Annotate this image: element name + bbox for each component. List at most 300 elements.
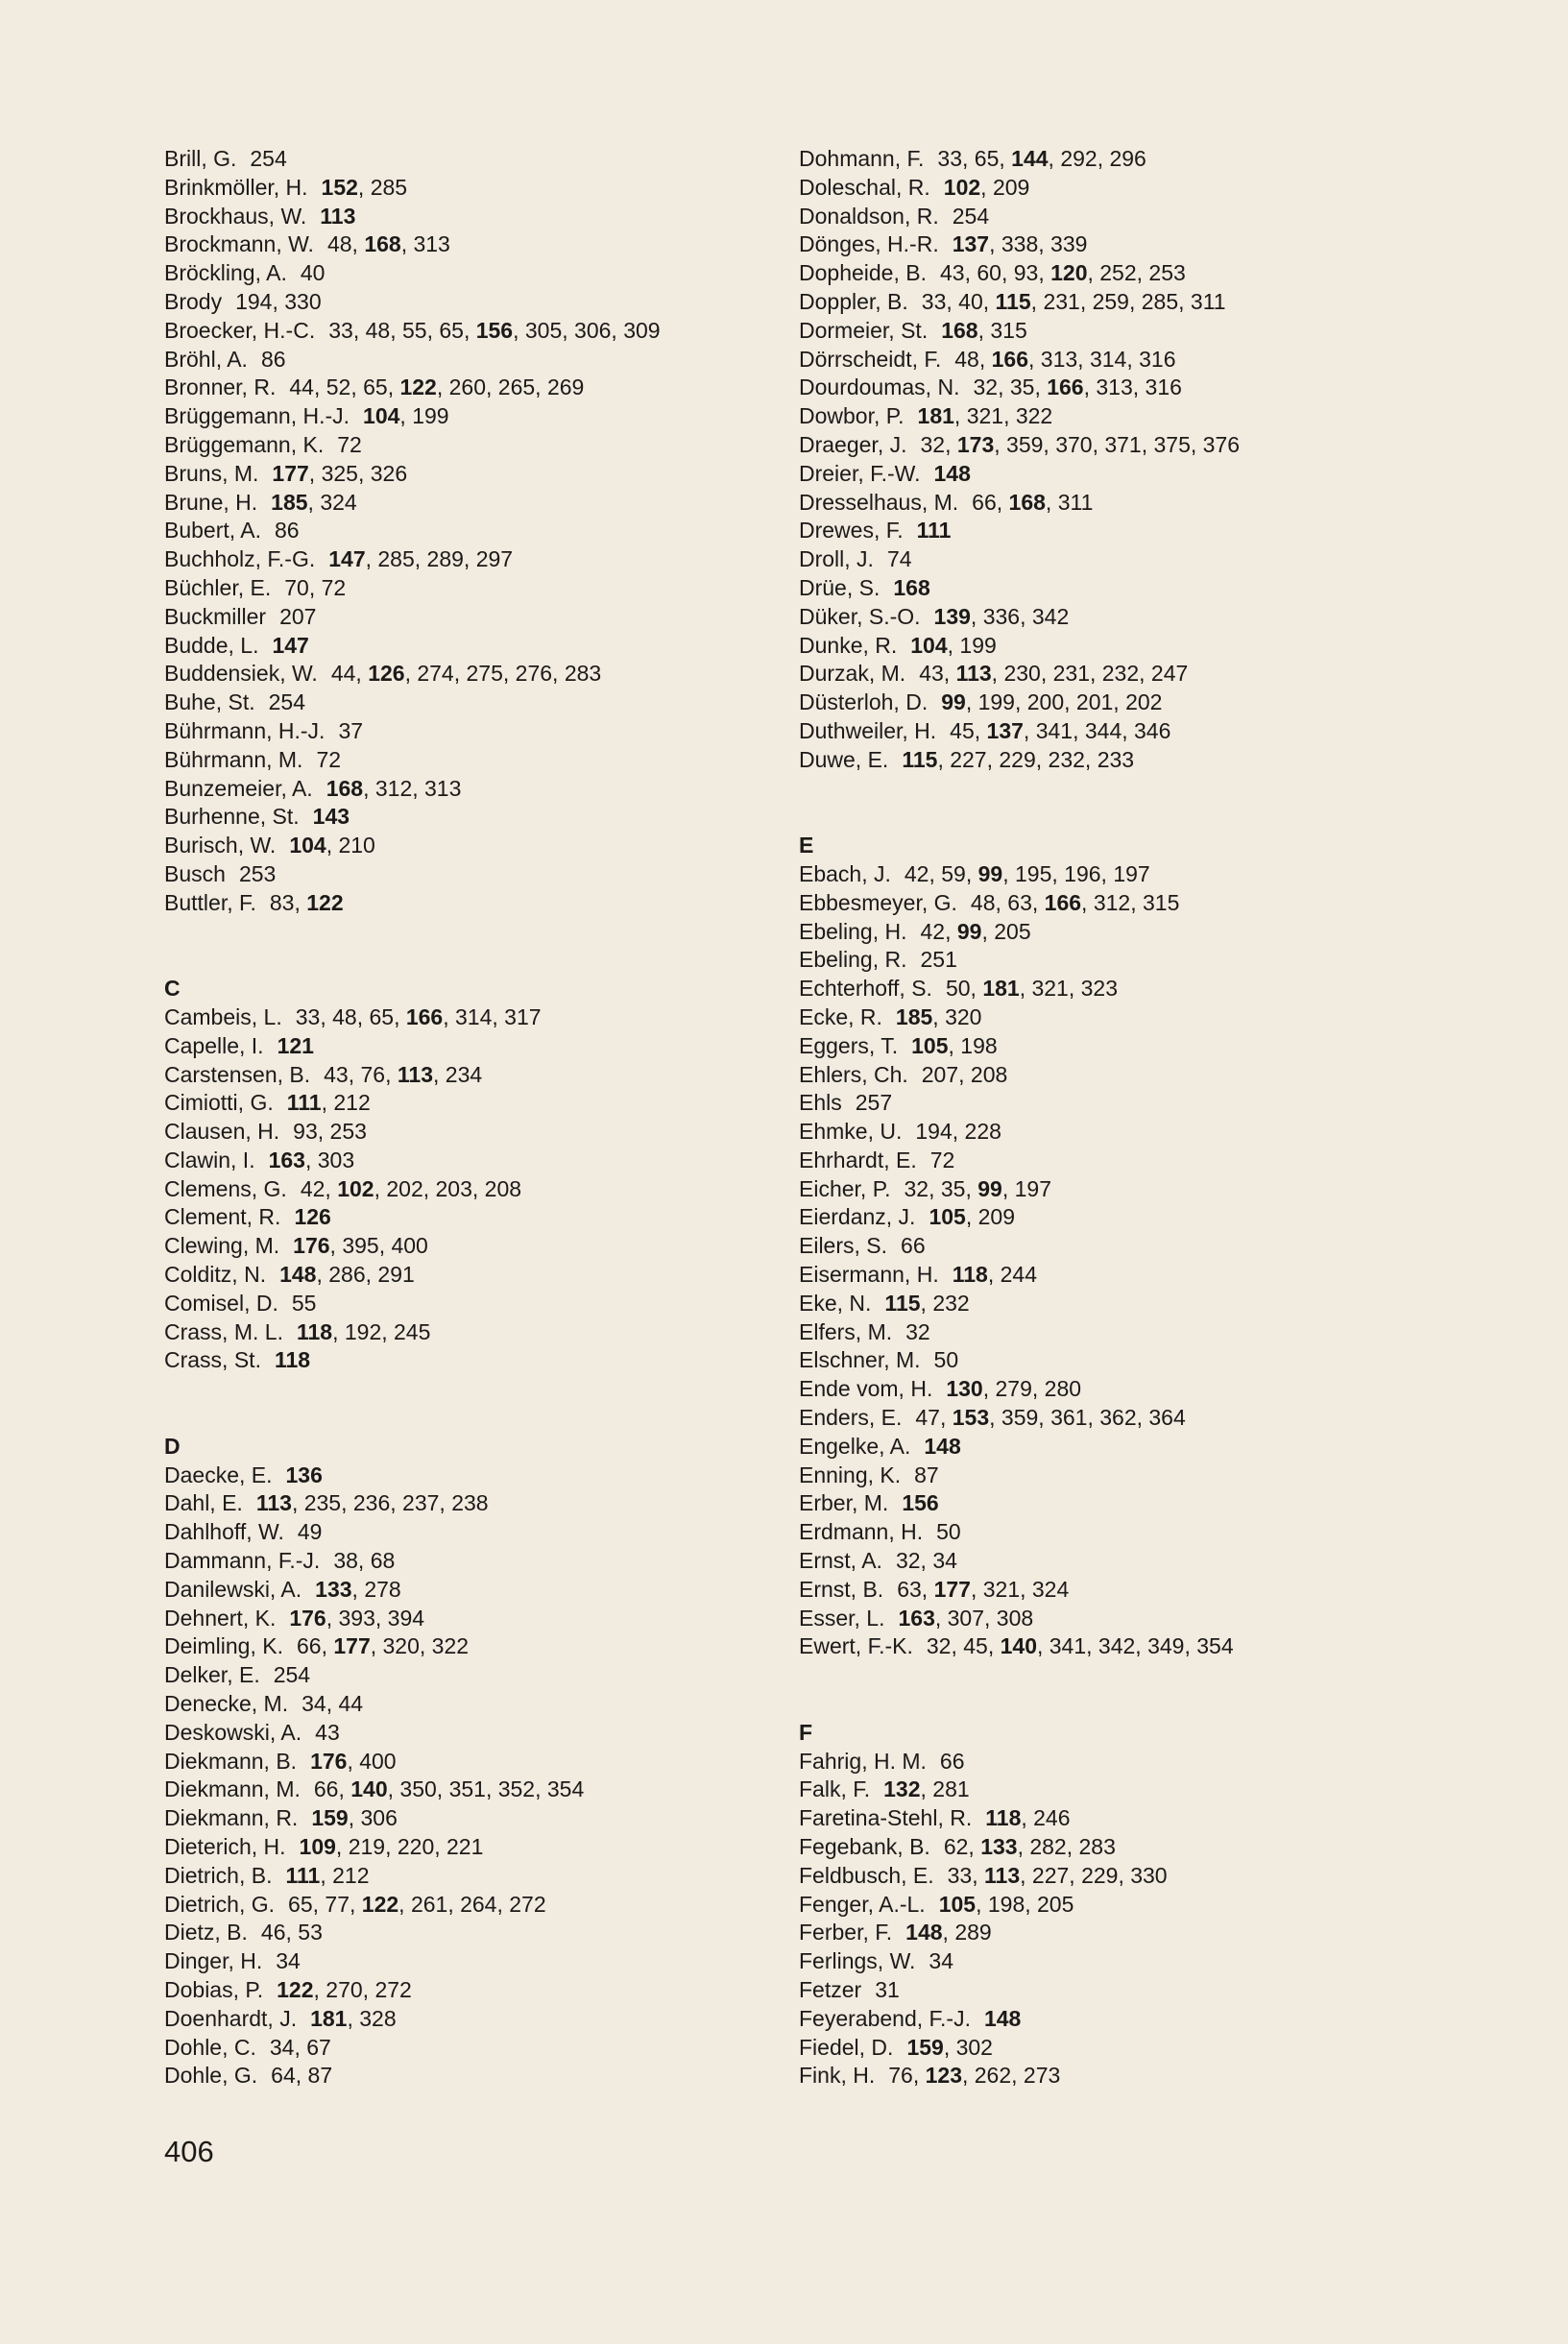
index-column-right: [799, 145, 1471, 2090]
page-ref: 254: [273, 1662, 311, 1688]
page-ref: 74: [886, 546, 912, 572]
page-ref: 197: [1113, 860, 1150, 886]
entry-name: Ehlers, Ch.: [799, 1061, 908, 1087]
index-entry: Dietrich, B. 111, 212: [164, 1862, 370, 1888]
entry-name: Draeger, J.: [799, 431, 907, 457]
page-ref: 313: [1040, 346, 1078, 372]
page-ref: 326: [370, 460, 408, 486]
page-ref: 272: [374, 1977, 412, 2002]
page-ref: 281: [932, 1776, 970, 1802]
index-entry: [164, 1346, 779, 1375]
page-ref: 261: [410, 1891, 448, 1917]
page-ref: 62: [943, 1834, 969, 1860]
entry-name: Dunke, R.: [799, 632, 898, 658]
page-ref-main: 176: [310, 1748, 348, 1774]
page-ref: 230: [1003, 661, 1041, 687]
page-ref: 283: [1078, 1834, 1116, 1860]
page-ref: 312: [1093, 889, 1131, 915]
page-ref-main: 104: [910, 632, 948, 658]
page-ref: 320: [945, 1003, 982, 1029]
index-entry: Bruns, M. 177, 325, 326: [164, 460, 408, 486]
entry-name: Dietrich, B.: [164, 1862, 273, 1888]
index-entry: [164, 632, 779, 661]
page-ref: 60: [977, 260, 1001, 286]
index-entry: Dourdoumas, N. 32, 35, 166, 313, 316: [799, 375, 1182, 400]
page-ref: 362: [1099, 1405, 1137, 1431]
page-ref-main: 118: [296, 1318, 333, 1344]
page-ref: 274: [417, 661, 454, 687]
page-ref: 227: [1031, 1862, 1070, 1888]
entry-name: Brune, H.: [164, 489, 258, 515]
page-ref: 292: [1060, 146, 1098, 171]
page-ref: 265: [497, 375, 536, 400]
page-ref: 317: [504, 1003, 542, 1029]
entry-name: Düker, S.-O.: [799, 603, 921, 629]
page-ref-main: 113: [255, 1490, 292, 1516]
page-ref: 324: [1031, 1576, 1070, 1602]
entry-name: Drewes, F.: [799, 518, 904, 544]
entry-name: Diekmann, M.: [164, 1776, 301, 1802]
entry-name: Fetzer: [799, 1977, 862, 2002]
page-ref-main: 147: [328, 546, 366, 572]
index-entry: Dohle, G. 64, 87: [164, 2063, 333, 2089]
entry-name: Colditz, N.: [164, 1262, 267, 1288]
page-ref: 32: [904, 1175, 929, 1201]
entry-name: Deimling, K.: [164, 1633, 283, 1659]
index-entry: [164, 689, 779, 717]
index-entry: [164, 746, 779, 775]
page-ref: 232: [1101, 661, 1140, 687]
index-entry: [164, 203, 779, 231]
page-ref: 38: [333, 1548, 358, 1574]
page-ref-main: 176: [293, 1233, 330, 1259]
page-ref-main: 173: [956, 431, 995, 457]
page-ref: 316: [1139, 346, 1176, 372]
entry-name: Ebbesmeyer, G.: [799, 889, 957, 915]
entry-name: Clement, R.: [164, 1204, 281, 1230]
entry-name: Dreier, F.-W.: [799, 460, 921, 486]
page-ref: 257: [855, 1090, 893, 1116]
index-entry: Ecke, R. 185, 320: [799, 1003, 982, 1029]
page-ref: 32: [973, 375, 999, 400]
page-ref-main: 126: [368, 661, 405, 687]
page-ref: 194: [915, 1119, 953, 1145]
index-entry: Eisermann, H. 118, 244: [799, 1262, 1037, 1288]
entry-name: Cambeis, L.: [164, 1003, 282, 1029]
entry-name: Brody: [164, 288, 223, 314]
index-entry: Ferber, F. 148, 289: [799, 1920, 992, 1945]
index-entry: Dönges, H.-R. 137, 338, 339: [799, 231, 1088, 257]
page-ref: 350: [399, 1776, 437, 1802]
page-ref-main: 133: [980, 1834, 1018, 1860]
page-ref: 229: [999, 746, 1036, 772]
index-entry: [799, 1947, 1471, 1976]
page-ref-main: 137: [986, 717, 1024, 743]
index-entry: Ebbesmeyer, G. 48, 63, 166, 312, 315: [799, 889, 1180, 915]
index-entry: Danilewski, A. 133, 278: [164, 1576, 401, 1602]
page-ref: 311: [1057, 489, 1094, 515]
entry-name: Echterhoff, S.: [799, 976, 932, 1002]
entry-name: Enning, K.: [799, 1462, 902, 1487]
page-ref: 282: [1029, 1834, 1067, 1860]
page-ref: 393: [338, 1605, 375, 1631]
index-entry: Buddensiek, W. 44, 126, 274, 275, 276, 283: [164, 661, 602, 687]
page-ref-main: 118: [985, 1805, 1022, 1831]
index-column-left: [164, 145, 779, 2090]
page-ref-main: 185: [895, 1003, 933, 1029]
page-ref-main: 118: [274, 1347, 311, 1373]
index-entry: Dörrscheidt, F. 48, 166, 313, 314, 316: [799, 346, 1176, 372]
page-ref-main: 132: [883, 1776, 921, 1802]
page-ref: 196: [1064, 860, 1101, 886]
index-entry: Ernst, A. 32, 34: [799, 1548, 957, 1574]
index-entry: Fenger, A.-L. 105, 198, 205: [799, 1891, 1074, 1917]
page-ref-main: 148: [905, 1920, 943, 1945]
page-ref-main: 139: [933, 603, 971, 629]
entry-name: Doppler, B.: [799, 288, 908, 314]
entry-name: Deskowski, A.: [164, 1719, 302, 1745]
page-ref-main: 168: [1008, 489, 1046, 515]
page-ref: 351: [448, 1776, 486, 1802]
index-entry: Dobias, P. 122, 270, 272: [164, 1977, 412, 2002]
page-ref: 48: [954, 346, 979, 372]
index-entry: Dehnert, K. 176, 393, 394: [164, 1605, 425, 1631]
page-ref: 32: [920, 431, 946, 457]
page-ref: 44: [289, 375, 314, 400]
index-entry: [799, 1518, 1471, 1547]
index-entry: [799, 1147, 1471, 1175]
page-ref: 321: [966, 403, 1004, 429]
page-ref: 68: [370, 1548, 396, 1574]
entry-name: Budde, L.: [164, 632, 259, 658]
page-ref: 212: [332, 1862, 370, 1888]
index-entry: Denecke, M. 34, 44: [164, 1691, 364, 1717]
index-entry: Faretina-Stehl, R. 118, 246: [799, 1805, 1071, 1831]
entry-name: Ernst, A.: [799, 1548, 882, 1574]
index-entry: Cambeis, L. 33, 48, 65, 166, 314, 317: [164, 1003, 542, 1029]
page-ref: 330: [284, 288, 322, 314]
page-ref: 219: [348, 1834, 386, 1860]
page-ref-main: 120: [1050, 260, 1088, 286]
entry-name: Dohmann, F.: [799, 146, 925, 171]
page-ref: 286: [328, 1262, 366, 1288]
page-ref-main: 181: [917, 403, 954, 429]
page-ref: 253: [238, 860, 277, 886]
entry-name: Ecke, R.: [799, 1003, 882, 1029]
page-ref: 50: [936, 1519, 961, 1545]
entry-name: Dowbor, P.: [799, 403, 905, 429]
entry-name: Crass, M. L.: [164, 1318, 283, 1344]
page-ref: 194: [235, 288, 273, 314]
page-ref-main: 152: [321, 174, 358, 200]
entry-name: Dietz, B.: [164, 1920, 248, 1945]
page-ref: 34: [929, 1948, 954, 1974]
page-ref: 220: [397, 1834, 435, 1860]
page-ref: 200: [1026, 689, 1065, 715]
section-letter: C: [164, 976, 181, 1002]
entry-name: Duwe, E.: [799, 746, 889, 772]
index-entry: Eierdanz, J. 105, 209: [799, 1204, 1015, 1230]
page-ref: 227: [950, 746, 987, 772]
section-gap: [164, 918, 779, 976]
section-letter: F: [799, 1719, 813, 1745]
index-entry: Doleschal, R. 102, 209: [799, 174, 1030, 200]
entry-name: Dinger, H.: [164, 1948, 263, 1974]
index-entry: Dahl, E. 113, 235, 236, 237, 238: [164, 1490, 489, 1516]
page-ref: 212: [333, 1090, 371, 1116]
index-entry: Bunzemeier, A. 168, 312, 313: [164, 775, 462, 801]
page-ref: 66: [313, 1776, 339, 1802]
page-ref: 328: [359, 2005, 397, 2031]
page-ref: 209: [992, 174, 1030, 200]
index-entry: [164, 1290, 779, 1318]
page-ref: 93: [293, 1119, 318, 1145]
entry-name: Denecke, M.: [164, 1691, 289, 1717]
page-ref-main: 156: [902, 1490, 939, 1516]
index-entry: Buchholz, F.-G. 147, 285, 289, 297: [164, 546, 514, 572]
page-ref: 197: [1014, 1175, 1051, 1201]
page-ref: 34: [932, 1548, 957, 1574]
page-ref: 43: [919, 661, 944, 687]
page-ref: 315: [1142, 889, 1180, 915]
page-ref: 394: [387, 1605, 425, 1631]
entry-name: Crass, St.: [164, 1347, 261, 1373]
index-entry: Cimiotti, G. 111, 212: [164, 1090, 371, 1116]
page-ref-main: 148: [924, 1433, 961, 1459]
page-ref-main: 115: [902, 746, 938, 772]
page-ref-main: 115: [884, 1290, 921, 1316]
page-ref: 83: [269, 889, 295, 915]
page-ref: 285: [1141, 288, 1179, 314]
page-ref: 232: [1048, 746, 1085, 772]
page-ref: 72: [321, 574, 347, 600]
page-ref: 231: [1043, 288, 1080, 314]
page-ref-main: 163: [898, 1605, 935, 1631]
page-ref: 400: [391, 1233, 428, 1259]
page-ref: 316: [1145, 375, 1182, 400]
entry-name: Eggers, T.: [799, 1032, 899, 1058]
entry-name: Comisel, D.: [164, 1290, 278, 1316]
page-ref: 34: [269, 2034, 295, 2060]
page-ref-main: 168: [893, 574, 930, 600]
index-entry: Ehlers, Ch. 207, 208: [799, 1061, 1008, 1087]
page-ref-main: 122: [399, 375, 437, 400]
page-ref: 262: [974, 2063, 1012, 2089]
page-ref-main: 99: [977, 1175, 1002, 1201]
page-ref: 346: [1134, 717, 1171, 743]
index-entry: Ewert, F.-K. 32, 45, 140, 341, 342, 349, 354: [799, 1633, 1234, 1659]
page-ref-main: 130: [946, 1376, 983, 1402]
page-ref-main: 99: [956, 918, 982, 944]
page-ref-main: 111: [285, 1862, 321, 1888]
index-entry: Eggers, T. 105, 198: [799, 1032, 998, 1058]
page-ref: 42: [300, 1175, 326, 1201]
page-ref: 260: [448, 375, 486, 400]
page-ref: 87: [307, 2063, 333, 2089]
index-entry: Draeger, J. 32, 173, 359, 370, 371, 375, 376: [799, 431, 1241, 457]
entry-name: Carstensen, B.: [164, 1061, 311, 1087]
page-ref-main: 105: [929, 1204, 966, 1230]
page-ref: 272: [509, 1891, 546, 1917]
entry-name: Busch: [164, 860, 226, 886]
index-entry: Feldbusch, E. 33, 113, 227, 229, 330: [799, 1862, 1168, 1888]
entry-name: Cimiotti, G.: [164, 1090, 274, 1116]
entry-name: Ehls: [799, 1090, 842, 1116]
entry-name: Brüggemann, K.: [164, 431, 325, 457]
page-ref: 352: [497, 1776, 536, 1802]
page-ref: 311: [1190, 288, 1226, 314]
page-ref-main: 111: [286, 1090, 322, 1116]
index-entry: [799, 1433, 1471, 1462]
page-ref-main: 137: [952, 231, 990, 257]
index-entry: Dietz, B. 46, 53: [164, 1920, 323, 1945]
index-entry: [164, 259, 779, 288]
page-ref: 35: [1009, 375, 1035, 400]
page-ref: 40: [958, 288, 983, 314]
index-entry: Clawin, I. 163, 303: [164, 1147, 355, 1172]
page-ref: 32: [905, 1318, 930, 1344]
page-ref: 314: [455, 1003, 493, 1029]
index-entry: Dowbor, P. 181, 321, 322: [799, 403, 1053, 429]
page-ref: 245: [394, 1318, 431, 1344]
entry-name: Ewert, F.-K.: [799, 1633, 913, 1659]
page-ref: 254: [952, 203, 990, 229]
page-ref: 259: [1092, 288, 1129, 314]
page-ref: 50: [933, 1347, 959, 1373]
index-entry: [799, 460, 1471, 489]
page-number: 406: [164, 2135, 214, 2168]
index-entry: Clemens, G. 42, 102, 202, 203, 208: [164, 1175, 522, 1201]
index-entry: [164, 1462, 779, 1490]
page-ref: 44: [330, 661, 356, 687]
page-ref: 289: [426, 546, 464, 572]
page-ref: 55: [291, 1290, 317, 1316]
page-ref: 42: [904, 860, 929, 886]
page-ref-main: 147: [272, 632, 309, 658]
index-entry: Fiedel, D. 159, 302: [799, 2034, 993, 2060]
page-ref: 285: [370, 174, 408, 200]
page-ref: 254: [250, 146, 287, 171]
index-entry: Doenhardt, J. 181, 328: [164, 2005, 397, 2031]
page-ref: 221: [446, 1834, 484, 1860]
index-entry: Deimling, K. 66, 177, 320, 322: [164, 1633, 470, 1659]
page-ref-main: 177: [933, 1576, 971, 1602]
entry-name: Clemens, G.: [164, 1175, 287, 1201]
page-ref: 254: [268, 689, 305, 715]
page-ref: 65: [288, 1891, 313, 1917]
page-ref: 42: [920, 918, 946, 944]
page-ref: 37: [338, 717, 364, 743]
page-ref: 235: [303, 1490, 342, 1516]
entry-name: Buttler, F.: [164, 889, 256, 915]
page-ref-main: 126: [294, 1204, 331, 1230]
page-ref: 233: [1097, 746, 1135, 772]
page-ref: 70: [284, 574, 309, 600]
page-ref: 278: [364, 1576, 401, 1602]
page-ref-main: 181: [310, 2005, 348, 2031]
entry-name: Faretina-Stehl, R.: [799, 1805, 973, 1831]
entry-name: Delker, E.: [164, 1662, 260, 1688]
page-ref: 48: [326, 231, 352, 257]
page-ref: 376: [1202, 431, 1241, 457]
index-entry: Eke, N. 115, 232: [799, 1290, 970, 1316]
page-ref: 48: [332, 1003, 357, 1029]
index-entry: Brockmann, W. 48, 168, 313: [164, 231, 450, 257]
entry-name: Büchler, E.: [164, 574, 272, 600]
entry-name: Eicher, P.: [799, 1175, 891, 1201]
page-ref: 231: [1052, 661, 1090, 687]
page-ref-main: 113: [984, 1862, 1021, 1888]
entry-name: Diekmann, R.: [164, 1805, 299, 1831]
entry-name: Buddensiek, W.: [164, 661, 318, 687]
page-ref: 66: [972, 489, 997, 515]
section-gap: [799, 775, 1471, 833]
index-entry: Doppler, B. 33, 40, 115, 231, 259, 285, 311: [799, 288, 1226, 314]
page-ref: 306: [574, 317, 612, 343]
entry-name: Bruns, M.: [164, 460, 259, 486]
entry-name: Brockmann, W.: [164, 231, 314, 257]
page-ref: 210: [338, 833, 375, 858]
index-entry: Brüggemann, H.-J. 104, 199: [164, 403, 449, 429]
page-ref: 65: [439, 317, 464, 343]
page-ref: 33: [921, 288, 947, 314]
entry-name: Ernst, B.: [799, 1576, 884, 1602]
index-entry: Ernst, B. 63, 177, 321, 324: [799, 1576, 1070, 1602]
page-ref: 400: [359, 1748, 397, 1774]
index-entry: Bronner, R. 44, 52, 65, 122, 260, 265, 269: [164, 375, 585, 400]
page-ref: 59: [941, 860, 966, 886]
page-ref-main: 105: [911, 1032, 949, 1058]
entry-name: Diekmann, B.: [164, 1748, 298, 1774]
page-ref: 202: [386, 1175, 423, 1201]
page-ref: 55: [401, 317, 427, 343]
page-ref: 297: [475, 546, 514, 572]
index-entry: [164, 1203, 779, 1232]
index-entry: Dohmann, F. 33, 65, 144, 292, 296: [799, 146, 1146, 171]
index-entry: Büchler, E. 70, 72: [164, 574, 347, 600]
page-ref-main: 111: [916, 518, 952, 544]
page-ref: 338: [1001, 231, 1039, 257]
page-ref-main: 105: [938, 1891, 977, 1917]
entry-name: Droll, J.: [799, 546, 874, 572]
index-entry: Eicher, P. 32, 35, 99, 197: [799, 1175, 1051, 1201]
entry-name: Drüe, S.: [799, 574, 880, 600]
index-entry: Dieterich, H. 109, 219, 220, 221: [164, 1834, 484, 1860]
page-ref: 205: [994, 918, 1031, 944]
page-ref: 32: [895, 1548, 921, 1574]
page-ref: 76: [360, 1061, 386, 1087]
page-ref: 33: [947, 1862, 973, 1888]
page-ref: 371: [1104, 431, 1142, 457]
entry-name: Bubert, A.: [164, 518, 262, 544]
page-ref: 199: [977, 689, 1015, 715]
index-entry: Dormeier, St. 168, 315: [799, 317, 1027, 343]
index-entry: [799, 203, 1471, 231]
page-ref-main: 166: [991, 346, 1029, 372]
entry-name: Düsterloh, D.: [799, 689, 929, 715]
page-ref: 341: [1035, 717, 1073, 743]
page-ref-main: 153: [952, 1405, 990, 1431]
page-ref: 67: [306, 2034, 331, 2060]
index-entry: [164, 346, 779, 375]
entry-name: Dresselhaus, M.: [799, 489, 959, 515]
entry-name: Fiedel, D.: [799, 2034, 894, 2060]
page-ref: 31: [875, 1977, 900, 2002]
page-ref: 65: [363, 375, 388, 400]
page-ref: 336: [982, 603, 1021, 629]
page-ref: 364: [1148, 1405, 1186, 1431]
page-ref: 302: [955, 2034, 993, 2060]
